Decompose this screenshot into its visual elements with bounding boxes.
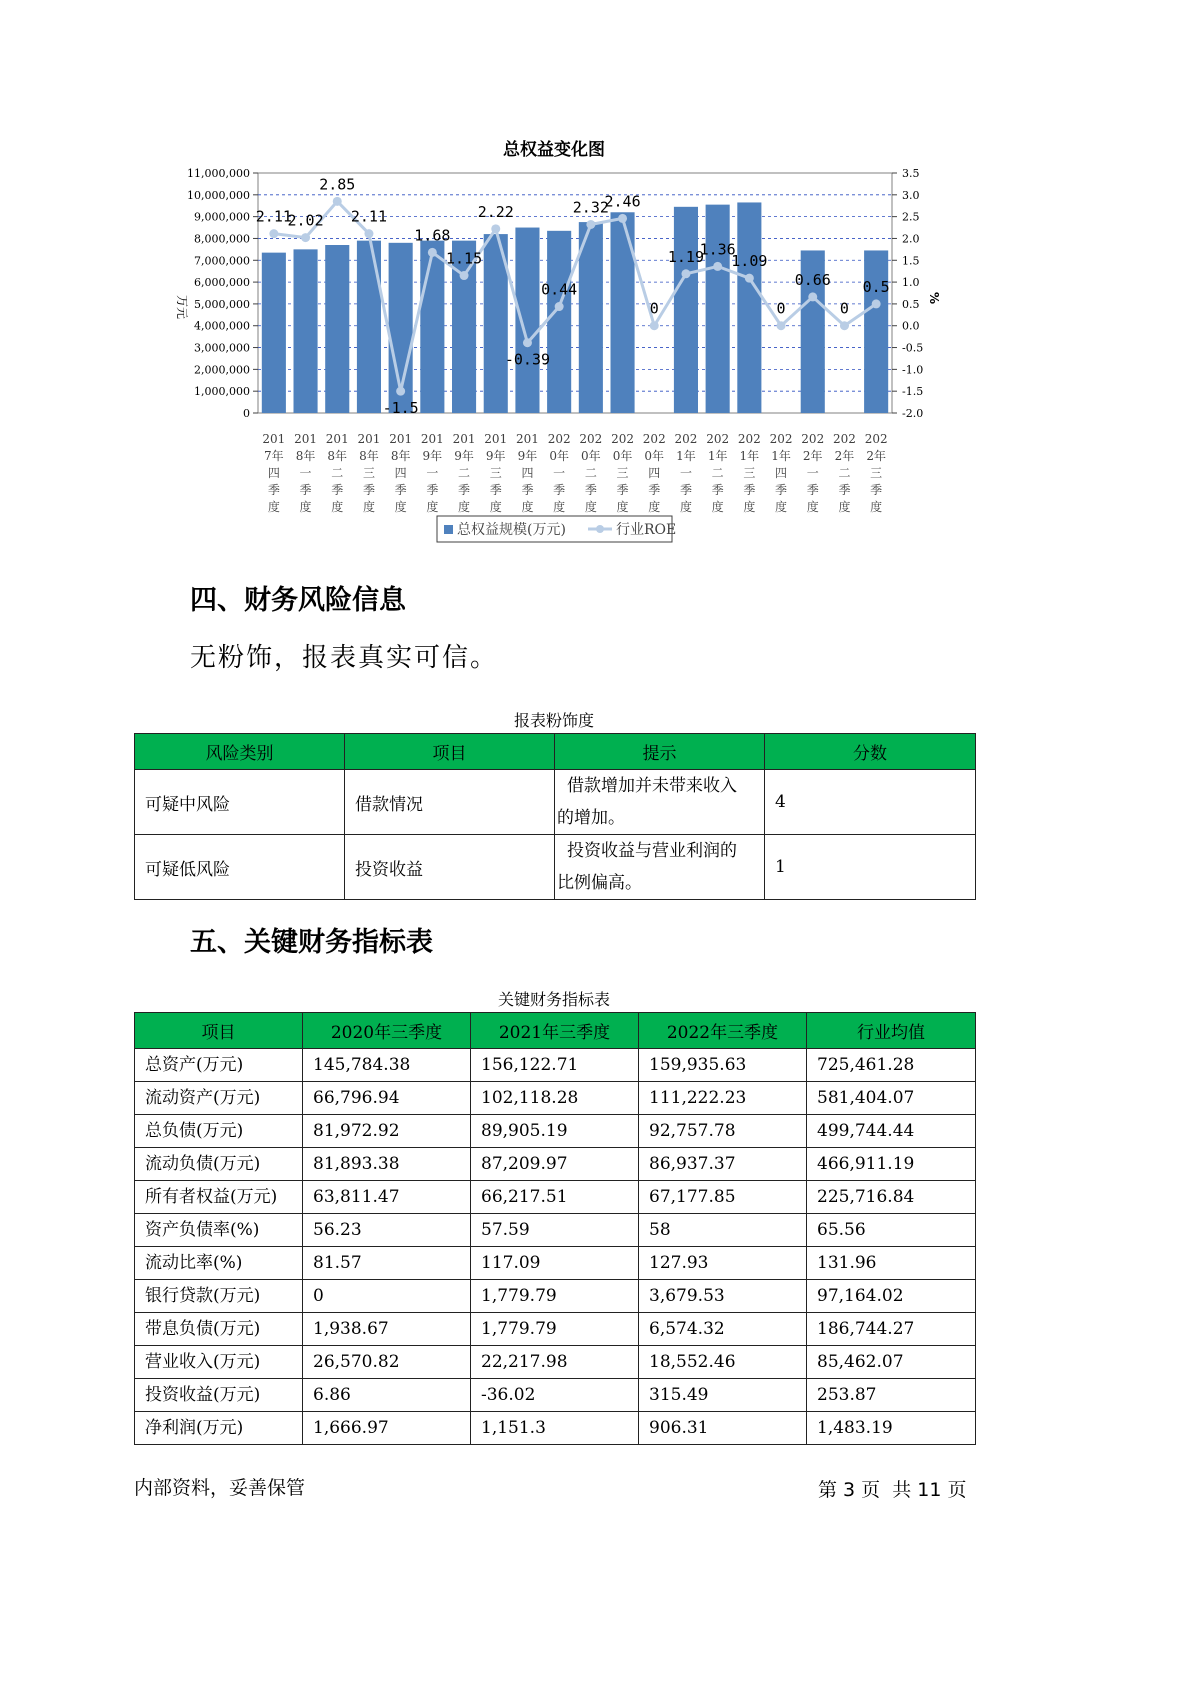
chart-title: 总权益变化图 <box>503 140 605 160</box>
x-tick-label: 8年 <box>295 449 316 463</box>
kpi-2021q3: 22,217.98 <box>471 1346 639 1379</box>
kpi-industry-avg: 65.56 <box>807 1214 976 1247</box>
risk-hint-line2: 的增加。 <box>557 808 625 828</box>
header-2022q3: 2022年三季度 <box>639 1013 807 1049</box>
x-tick-label: 201 <box>294 432 318 446</box>
x-tick-label: 0年 <box>644 449 665 463</box>
x-tick-label: 一 <box>806 466 819 480</box>
roe-data-label: 0.66 <box>794 270 831 289</box>
kpi-2022q3: 67,177.85 <box>639 1181 807 1214</box>
x-tick-label: 季 <box>806 483 819 497</box>
kpi-2022q3: 906.31 <box>639 1412 807 1445</box>
bar <box>420 241 444 413</box>
risk-table-caption: 报表粉饰度 <box>513 711 594 730</box>
x-tick-label: 202 <box>674 432 698 446</box>
x-tick-label: 9年 <box>454 449 474 463</box>
x-tick-label: 2年 <box>834 449 855 463</box>
roe-point <box>745 274 754 283</box>
page-number: 第 3 页 共 11 页 <box>818 1479 967 1501</box>
header-hint: 提示 <box>555 734 765 770</box>
kpi-2022q3: 18,552.46 <box>639 1346 807 1379</box>
x-tick-label: 201 <box>325 432 349 446</box>
roe-point <box>650 321 659 330</box>
kpi-2022q3: 58 <box>639 1214 807 1247</box>
kpi-industry-avg: 1,483.19 <box>807 1412 976 1445</box>
roe-data-label: 0 <box>839 299 849 318</box>
roe-data-label: 0 <box>649 299 659 318</box>
x-tick-label: 一 <box>299 466 312 480</box>
legend-bar-swatch <box>444 525 453 534</box>
table-row <box>135 1379 976 1412</box>
roe-point <box>808 292 817 301</box>
x-tick-label: 201 <box>420 432 444 446</box>
section4-text: 无粉饰，报表真实可信。 <box>190 643 499 673</box>
roe-point <box>396 387 405 396</box>
y-tick-label: 2,000,000 <box>194 363 250 377</box>
kpi-2022q3: 315.49 <box>639 1379 807 1412</box>
x-tick-label: 0年 <box>612 449 633 463</box>
kpi-2020q3: 6.86 <box>303 1379 471 1412</box>
equity-chart <box>170 140 1030 580</box>
x-tick-label: 三 <box>489 466 502 480</box>
header-item: 项目 <box>135 1013 303 1049</box>
x-tick-label: 四 <box>394 466 407 480</box>
bar <box>515 228 539 413</box>
x-tick-label: 季 <box>648 483 661 497</box>
x-tick-label: 202 <box>769 432 793 446</box>
kpi-2020q3: 1,666.97 <box>303 1412 471 1445</box>
kpi-2022q3: 6,574.32 <box>639 1313 807 1346</box>
kpi-industry-avg: 581,404.07 <box>807 1082 976 1115</box>
risk-table-header <box>135 734 976 770</box>
x-tick-label: 1年 <box>739 449 760 463</box>
y-tick-label: 8,000,000 <box>194 232 250 246</box>
x-tick-label: 季 <box>711 483 724 497</box>
roe-point <box>491 224 500 233</box>
x-tick-label: 季 <box>426 483 439 497</box>
x-tick-label: 度 <box>838 500 851 514</box>
section5-heading: 五、关键财务指标表 <box>190 927 433 958</box>
kpi-2020q3: 81.57 <box>303 1247 471 1280</box>
table-row <box>135 1049 976 1082</box>
roe-data-label: 2.46 <box>604 192 641 211</box>
kpi-industry-avg: 466,911.19 <box>807 1148 976 1181</box>
x-tick-label: 二 <box>584 466 597 480</box>
header-2021q3: 2021年三季度 <box>471 1013 639 1049</box>
roe-data-label: 2.02 <box>287 211 324 230</box>
y-tick-label: 6,000,000 <box>194 276 250 290</box>
x-tick-label: 季 <box>870 483 883 497</box>
section4-heading: 四、财务风险信息 <box>190 585 406 616</box>
x-tick-label: 季 <box>362 483 375 497</box>
roe-data-label: 0.5 <box>862 277 890 296</box>
x-tick-label: 8年 <box>359 449 379 463</box>
x-tick-label: 一 <box>426 466 439 480</box>
x-tick-label: 度 <box>806 500 819 514</box>
x-tick-label: 度 <box>362 500 375 514</box>
kpi-2021q3: 1,151.3 <box>471 1412 639 1445</box>
header-score: 分数 <box>765 734 976 770</box>
y2-tick-label: 2.0 <box>902 232 920 246</box>
bar <box>357 241 381 413</box>
kpi-2021q3: -36.02 <box>471 1379 639 1412</box>
risk-score: 4 <box>765 770 976 835</box>
x-tick-label: 二 <box>838 466 851 480</box>
x-tick-label: 201 <box>452 432 476 446</box>
risk-category: 可疑低风险 <box>135 835 345 900</box>
kpi-industry-avg: 225,716.84 <box>807 1181 976 1214</box>
bar <box>325 245 349 413</box>
kpi-table-body <box>135 1049 976 1445</box>
y2-tick-label: -0.5 <box>902 341 924 355</box>
bar <box>706 205 730 413</box>
roe-point <box>555 302 564 311</box>
kpi-2020q3: 56.23 <box>303 1214 471 1247</box>
x-tick-label: 度 <box>489 500 502 514</box>
chart-legend <box>437 516 676 542</box>
x-tick-label: 度 <box>267 500 280 514</box>
x-tick-label: 202 <box>642 432 666 446</box>
risk-item: 借款情况 <box>345 770 555 835</box>
y-tick-label: 7,000,000 <box>194 254 250 268</box>
kpi-item-name: 流动资产(万元) <box>135 1082 303 1115</box>
table-row <box>135 1214 976 1247</box>
roe-data-label: 1.68 <box>414 226 451 245</box>
x-tick-label: 三 <box>616 466 629 480</box>
footer-note: 内部资料，妥善保管 <box>134 1477 306 1499</box>
bar <box>674 207 698 413</box>
x-tick-label: 度 <box>299 500 312 514</box>
kpi-item-name: 投资收益(万元) <box>135 1379 303 1412</box>
x-tick-label: 202 <box>864 432 888 446</box>
x-tick-label: 0年 <box>581 449 601 463</box>
x-tick-label: 7年 <box>264 449 284 463</box>
kpi-industry-avg: 85,462.07 <box>807 1346 976 1379</box>
header-2020q3: 2020年三季度 <box>303 1013 471 1049</box>
header-item: 项目 <box>345 734 555 770</box>
kpi-industry-avg: 186,744.27 <box>807 1313 976 1346</box>
kpi-2022q3: 3,679.53 <box>639 1280 807 1313</box>
kpi-2021q3: 57.59 <box>471 1214 639 1247</box>
kpi-2021q3: 87,209.97 <box>471 1148 639 1181</box>
kpi-item-name: 营业收入(万元) <box>135 1346 303 1379</box>
kpi-2021q3: 1,779.79 <box>471 1313 639 1346</box>
kpi-item-name: 总负债(万元) <box>135 1115 303 1148</box>
x-tick-label: 季 <box>331 483 344 497</box>
roe-data-label: 2.11 <box>350 207 388 226</box>
x-tick-label: 季 <box>838 483 851 497</box>
kpi-table <box>134 1012 976 1445</box>
roe-point <box>586 220 595 229</box>
kpi-2020q3: 81,893.38 <box>303 1148 471 1181</box>
roe-point <box>618 214 627 223</box>
roe-data-label: 2.85 <box>319 175 356 194</box>
kpi-2022q3: 111,222.23 <box>639 1082 807 1115</box>
x-tick-label: 一 <box>553 466 566 480</box>
kpi-2020q3: 145,784.38 <box>303 1049 471 1082</box>
x-tick-label: 度 <box>394 500 407 514</box>
table-row <box>135 1346 976 1379</box>
kpi-industry-avg: 131.96 <box>807 1247 976 1280</box>
kpi-2020q3: 66,796.94 <box>303 1082 471 1115</box>
bar <box>547 231 571 413</box>
bar <box>864 250 888 413</box>
roe-data-label: 0 <box>776 299 786 318</box>
x-tick-label: 二 <box>711 466 724 480</box>
kpi-2022q3: 92,757.78 <box>639 1115 807 1148</box>
x-tick-label: 度 <box>458 500 471 514</box>
y-tick-label: 5,000,000 <box>194 297 250 311</box>
table-row <box>135 1313 976 1346</box>
roe-data-label: 2.11 <box>255 207 292 226</box>
x-tick-label: 季 <box>299 483 312 497</box>
risk-hint <box>555 770 765 835</box>
x-tick-label: 季 <box>553 483 566 497</box>
table-row <box>135 1412 976 1445</box>
table-row <box>135 770 976 835</box>
y-tick-label: 4,000,000 <box>194 319 250 333</box>
y-tick-label: 3,000,000 <box>194 341 250 355</box>
roe-data-label: 1.36 <box>699 240 736 259</box>
x-tick-label: 度 <box>331 500 344 514</box>
kpi-item-name: 总资产(万元) <box>135 1049 303 1082</box>
risk-table <box>134 733 976 900</box>
roe-point <box>523 338 532 347</box>
x-tick-label: 202 <box>611 432 635 446</box>
x-tick-label: 201 <box>262 432 286 446</box>
header-risk-category: 风险类别 <box>135 734 345 770</box>
table-row <box>135 1181 976 1214</box>
kpi-table-caption: 关键财务指标表 <box>497 990 610 1009</box>
x-tick-label: 二 <box>331 466 344 480</box>
kpi-item-name: 流动比率(%) <box>135 1247 303 1280</box>
x-tick-label: 四 <box>521 466 534 480</box>
x-tick-label: 202 <box>579 432 603 446</box>
y2-tick-label: -1.0 <box>902 363 924 377</box>
roe-point <box>333 197 342 206</box>
x-tick-label: 201 <box>515 432 539 446</box>
y2-axis-label: % <box>927 292 941 305</box>
risk-item: 投资收益 <box>345 835 555 900</box>
kpi-item-name: 带息负债(万元) <box>135 1313 303 1346</box>
x-tick-label: 1年 <box>707 449 728 463</box>
table-row <box>135 1148 976 1181</box>
bar <box>262 253 286 413</box>
x-tick-label: 201 <box>389 432 413 446</box>
risk-hint-line2: 比例偏高。 <box>557 873 642 893</box>
x-tick-label: 度 <box>584 500 597 514</box>
x-tick-label: 度 <box>553 500 566 514</box>
x-tick-label: 8年 <box>327 449 348 463</box>
legend-line-marker <box>596 525 604 533</box>
kpi-2021q3: 156,122.71 <box>471 1049 639 1082</box>
x-tick-label: 一 <box>679 466 692 480</box>
table-row <box>135 1082 976 1115</box>
table-row <box>135 1247 976 1280</box>
kpi-2020q3: 63,811.47 <box>303 1181 471 1214</box>
x-tick-label: 0年 <box>549 449 569 463</box>
x-tick-label: 季 <box>616 483 629 497</box>
x-tick-label: 季 <box>394 483 407 497</box>
roe-point <box>681 269 690 278</box>
x-tick-label: 度 <box>870 500 883 514</box>
x-tick-label: 度 <box>711 500 724 514</box>
table-row <box>135 1115 976 1148</box>
bar <box>294 249 318 413</box>
kpi-item-name: 银行贷款(万元) <box>135 1280 303 1313</box>
kpi-2020q3: 81,972.92 <box>303 1115 471 1148</box>
y-axis-label: 万元 <box>175 295 189 320</box>
y-tick-label: 11,000,000 <box>187 167 250 180</box>
roe-data-label: -0.39 <box>504 350 551 369</box>
kpi-table-header <box>135 1013 976 1049</box>
table-row <box>135 1280 976 1313</box>
x-tick-label: 季 <box>584 483 597 497</box>
kpi-item-name: 所有者权益(万元) <box>135 1181 303 1214</box>
kpi-2022q3: 159,935.63 <box>639 1049 807 1082</box>
kpi-industry-avg: 499,744.44 <box>807 1115 976 1148</box>
legend-bar-label: 总权益规模(万元) <box>457 522 566 538</box>
bar <box>737 202 761 413</box>
roe-point <box>840 321 849 330</box>
x-tick-label: 9年 <box>517 449 538 463</box>
y-tick-label: 1,000,000 <box>194 385 250 399</box>
x-tick-label: 201 <box>484 432 508 446</box>
x-tick-label: 度 <box>743 500 756 514</box>
x-tick-label: 度 <box>775 500 788 514</box>
x-tick-label: 9年 <box>485 449 506 463</box>
x-tick-label: 三 <box>362 466 375 480</box>
x-tick-label: 度 <box>426 500 439 514</box>
kpi-2021q3: 102,118.28 <box>471 1082 639 1115</box>
x-tick-label: 1年 <box>676 449 696 463</box>
x-tick-label: 1年 <box>771 449 791 463</box>
roe-data-label: 1.19 <box>667 247 705 266</box>
x-tick-label: 202 <box>832 432 856 446</box>
roe-data-label: 0.44 <box>541 280 578 299</box>
roe-data-label: -1.5 <box>382 399 419 418</box>
kpi-2022q3: 127.93 <box>639 1247 807 1280</box>
roe-data-label: 1.09 <box>731 252 768 271</box>
y2-tick-label: 1.5 <box>902 254 920 268</box>
x-tick-label: 度 <box>616 500 629 514</box>
kpi-2021q3: 117.09 <box>471 1247 639 1280</box>
roe-point <box>460 271 469 280</box>
kpi-item-name: 资产负债率(%) <box>135 1214 303 1247</box>
y2-tick-label: -2.0 <box>902 407 924 420</box>
kpi-2020q3: 0 <box>303 1280 471 1313</box>
bar <box>579 222 603 413</box>
legend-line-label: 行业ROE <box>616 522 677 538</box>
y-tick-label: 0 <box>243 407 250 420</box>
y2-tick-label: 2.5 <box>902 210 920 224</box>
x-tick-label: 201 <box>357 432 381 446</box>
y-tick-label: 9,000,000 <box>194 210 250 224</box>
roe-point <box>269 229 278 238</box>
table-row <box>135 835 976 900</box>
roe-point <box>364 229 373 238</box>
y2-tick-label: 3.0 <box>902 188 920 202</box>
roe-data-label: 2.22 <box>477 202 514 221</box>
x-tick-label: 季 <box>775 483 788 497</box>
kpi-2020q3: 1,938.67 <box>303 1313 471 1346</box>
x-tick-label: 季 <box>267 483 280 497</box>
kpi-2021q3: 89,905.19 <box>471 1115 639 1148</box>
risk-score: 1 <box>765 835 976 900</box>
x-tick-label: 202 <box>801 432 825 446</box>
kpi-item-name: 净利润(万元) <box>135 1412 303 1445</box>
kpi-2020q3: 26,570.82 <box>303 1346 471 1379</box>
x-tick-label: 四 <box>648 466 661 480</box>
y-tick-label: 10,000,000 <box>187 188 250 202</box>
kpi-2021q3: 66,217.51 <box>471 1181 639 1214</box>
x-tick-label: 季 <box>743 483 756 497</box>
x-tick-label: 四 <box>267 466 280 480</box>
roe-point <box>428 248 437 257</box>
x-tick-label: 季 <box>458 483 471 497</box>
kpi-item-name: 流动负债(万元) <box>135 1148 303 1181</box>
roe-point <box>777 321 786 330</box>
x-tick-label: 三 <box>870 466 883 480</box>
x-tick-label: 度 <box>679 500 692 514</box>
x-tick-label: 三 <box>743 466 756 480</box>
header-industry-avg: 行业均值 <box>807 1013 976 1049</box>
x-tick-label: 8年 <box>390 449 411 463</box>
y2-tick-label: 1.0 <box>902 276 920 290</box>
x-tick-label: 2年 <box>802 449 823 463</box>
y2-tick-label: 0.0 <box>902 319 920 333</box>
kpi-industry-avg: 253.87 <box>807 1379 976 1412</box>
x-tick-label: 度 <box>521 500 534 514</box>
kpi-industry-avg: 97,164.02 <box>807 1280 976 1313</box>
x-tick-label: 四 <box>775 466 788 480</box>
kpi-2021q3: 1,779.79 <box>471 1280 639 1313</box>
roe-point <box>713 262 722 271</box>
x-tick-label: 季 <box>521 483 534 497</box>
y2-tick-label: -1.5 <box>902 385 924 399</box>
x-tick-label: 202 <box>547 432 571 446</box>
x-tick-label: 二 <box>458 466 471 480</box>
x-tick-label: 季 <box>679 483 692 497</box>
x-tick-label: 季 <box>489 483 502 497</box>
risk-hint-line1: 投资收益与营业利润的 <box>567 841 737 861</box>
x-tick-label: 202 <box>706 432 730 446</box>
roe-point <box>872 299 881 308</box>
y2-tick-label: 0.5 <box>902 297 920 311</box>
roe-data-label: 2.32 <box>572 198 609 217</box>
x-tick-label: 度 <box>648 500 661 514</box>
x-tick-label: 2年 <box>866 449 886 463</box>
roe-point <box>301 233 310 242</box>
risk-hint-line1: 借款增加并未带来收入 <box>567 776 737 796</box>
kpi-industry-avg: 725,461.28 <box>807 1049 976 1082</box>
x-tick-label: 202 <box>737 432 761 446</box>
x-tick-label: 9年 <box>422 449 443 463</box>
roe-data-label: 1.15 <box>445 249 483 268</box>
risk-category: 可疑中风险 <box>135 770 345 835</box>
kpi-2022q3: 86,937.37 <box>639 1148 807 1181</box>
risk-hint <box>555 835 765 900</box>
y2-tick-label: 3.5 <box>902 167 920 180</box>
